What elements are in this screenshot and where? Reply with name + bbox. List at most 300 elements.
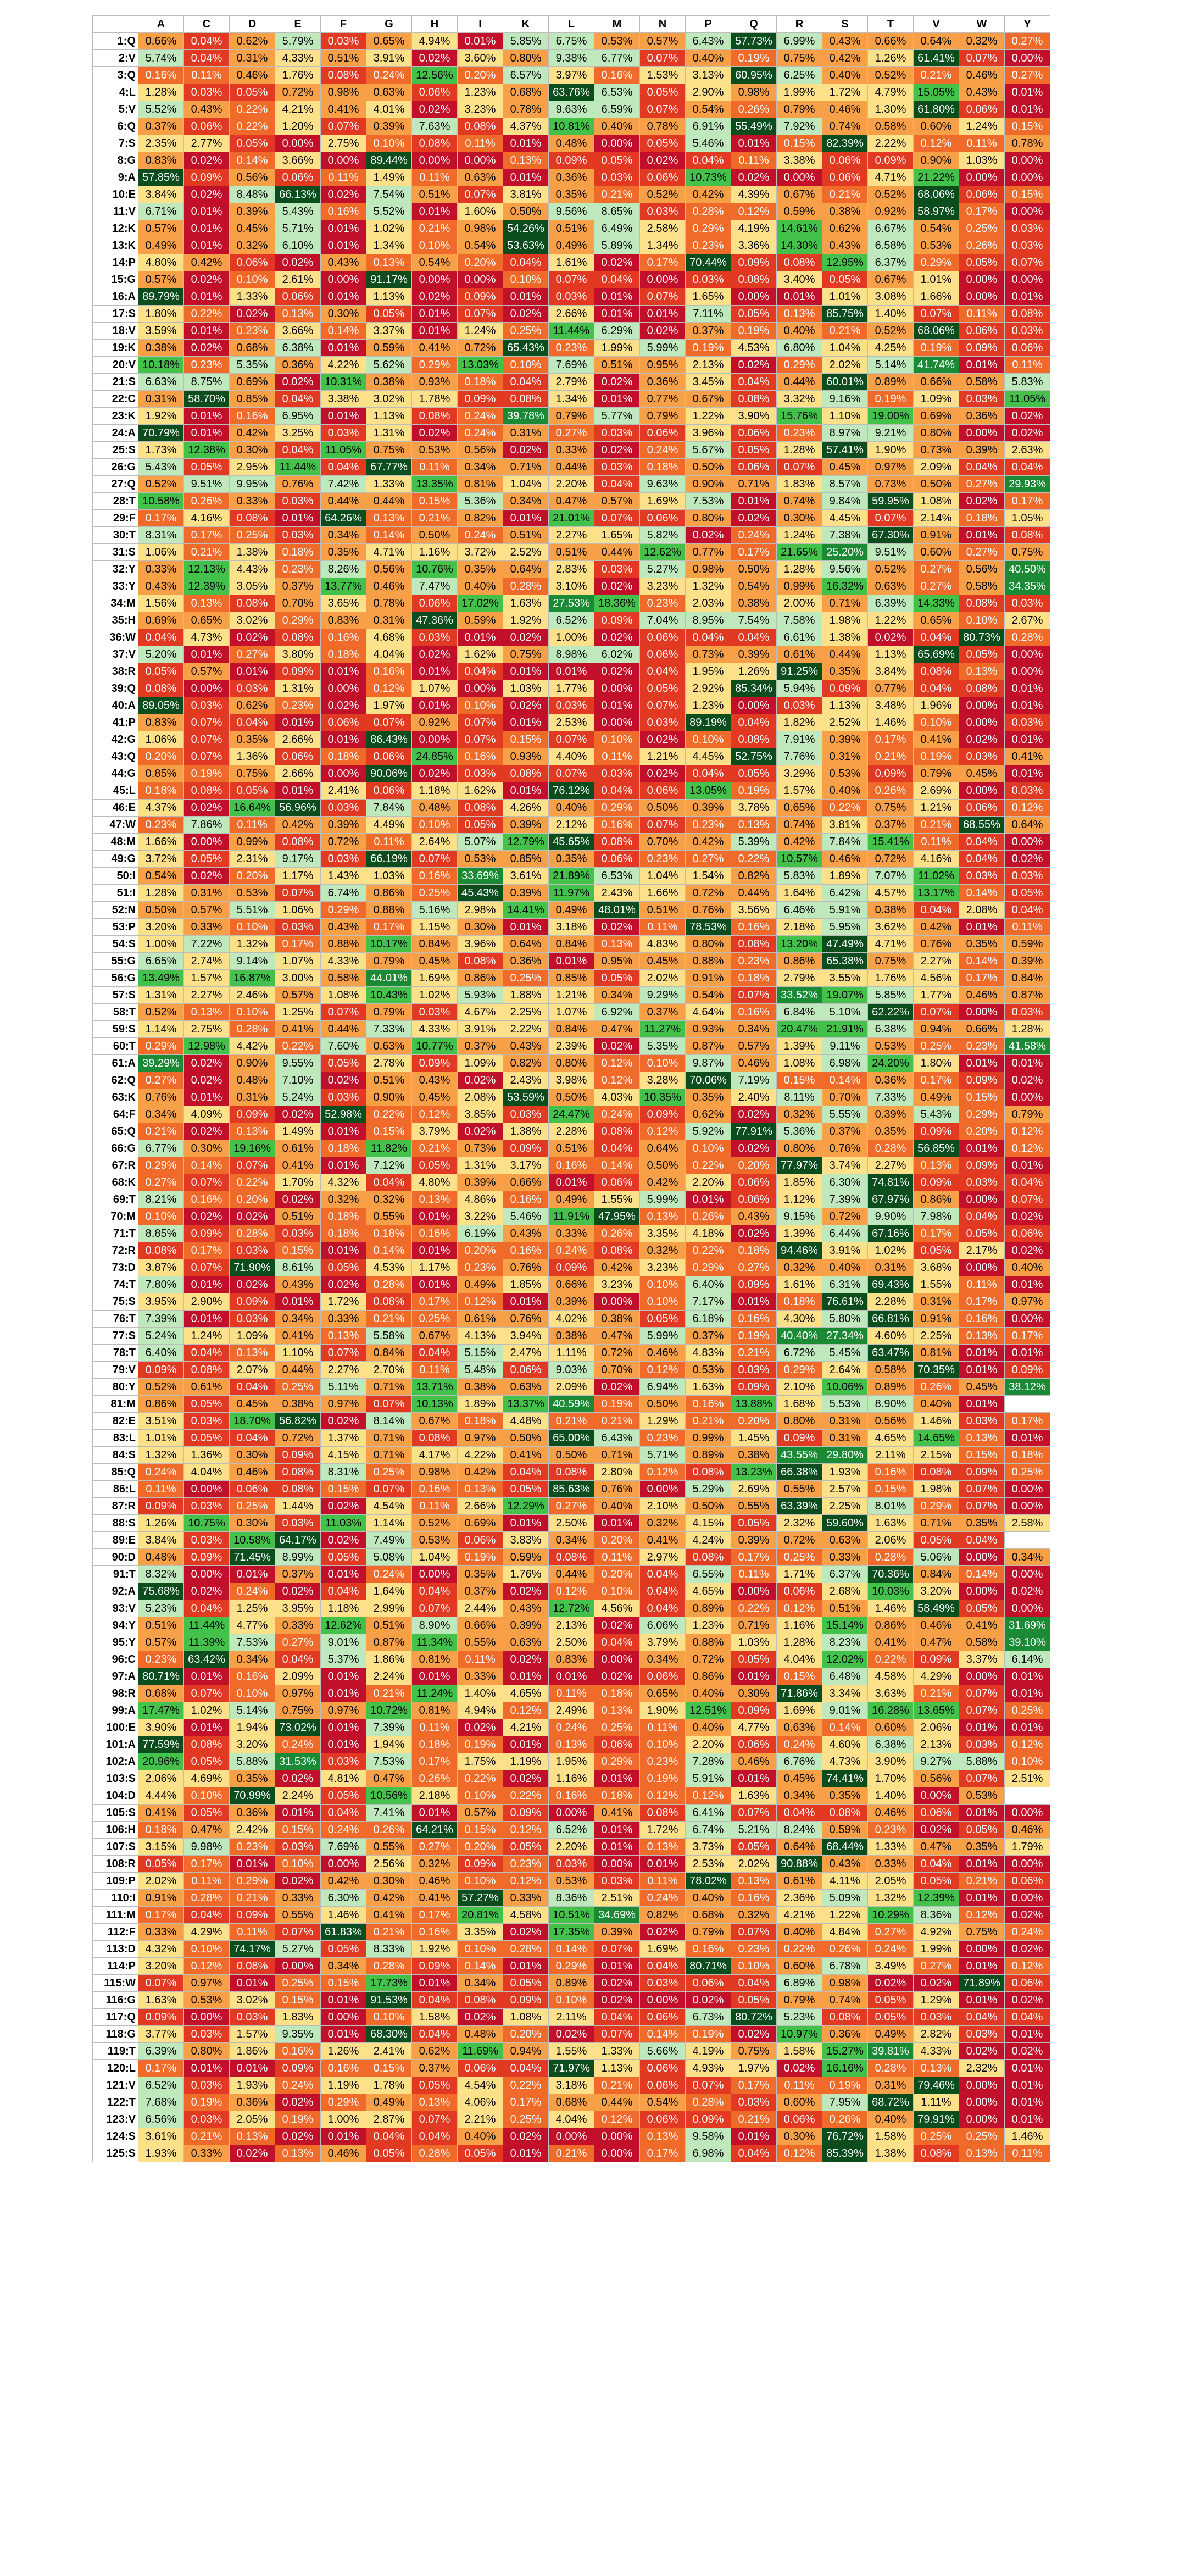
heatmap-cell: 1.02% (868, 1242, 914, 1259)
heatmap-cell: 1.89% (458, 1396, 503, 1413)
heatmap-cell: 0.00% (959, 1191, 1005, 1208)
heatmap-cell: 0.09% (731, 1702, 777, 1719)
row-label: 73:D (93, 1259, 138, 1276)
heatmap-cell: 8.36% (914, 1907, 959, 1924)
heatmap-cell: 0.47% (549, 493, 594, 510)
heatmap-cell: 0.01% (321, 1736, 366, 1753)
heatmap-cell: 3.97% (549, 67, 594, 84)
heatmap-cell: 0.51% (138, 1617, 184, 1634)
heatmap-cell: 0.02% (1005, 1583, 1050, 1600)
heatmap-cell: 0.07% (321, 1345, 366, 1362)
heatmap-cell: 3.48% (868, 697, 914, 714)
row-label: 1:Q (93, 33, 138, 50)
heatmap-cell: 0.12% (503, 1873, 549, 1890)
heatmap-cell: 0.19% (275, 2111, 321, 2128)
heatmap-cell: 2.99% (366, 1600, 412, 1617)
heatmap-row (93, 1328, 1050, 1345)
row-label: 109:P (93, 1873, 138, 1890)
heatmap-cell: 0.06% (731, 1174, 777, 1191)
heatmap-cell: 89.05% (138, 697, 184, 714)
heatmap-cell: 0.41% (1005, 748, 1050, 765)
heatmap-cell: 0.01% (1005, 2094, 1050, 2111)
heatmap-cell: 0.00% (959, 1004, 1005, 1021)
heatmap-cell: 0.03% (1005, 323, 1050, 340)
heatmap-cell: 0.01% (503, 510, 549, 527)
heatmap-cell: 0.27% (230, 646, 275, 663)
heatmap-cell: 0.55% (777, 1481, 822, 1498)
heatmap-cell: 0.62% (230, 697, 275, 714)
heatmap-cell: 74.81% (868, 1174, 914, 1191)
heatmap-cell: 0.10% (458, 1787, 503, 1805)
heatmap-cell: 0.03% (1005, 868, 1050, 885)
heatmap-cell: 0.03% (959, 1736, 1005, 1753)
heatmap-cell: 0.65% (914, 612, 959, 629)
heatmap-cell: 0.35% (959, 1515, 1005, 1532)
heatmap-cell: 4.80% (138, 254, 184, 271)
heatmap-cell: 0.67% (868, 271, 914, 288)
heatmap-cell: 17.02% (458, 595, 503, 612)
heatmap-cell: 0.18% (594, 1787, 640, 1805)
heatmap-cell: 0.13% (959, 663, 1005, 680)
heatmap-cell: 0.03% (959, 748, 1005, 765)
heatmap-cell: 1.63% (503, 595, 549, 612)
heatmap-cell: 0.39% (686, 800, 731, 817)
heatmap-cell: 5.14% (230, 1702, 275, 1719)
heatmap-cell: 2.02% (138, 1873, 184, 1890)
heatmap-cell: 0.51% (412, 186, 458, 203)
heatmap-cell: 0.17% (184, 1242, 230, 1259)
heatmap-cell: 7.68% (138, 2094, 184, 2111)
heatmap-cell: 0.45% (822, 459, 868, 476)
heatmap-cell: 1.16% (777, 1617, 822, 1634)
heatmap-cell: 4.37% (503, 118, 549, 135)
heatmap-cell: 0.23% (640, 1430, 686, 1447)
heatmap-cell: 0.07% (412, 1600, 458, 1617)
heatmap-cell: 0.00% (594, 2128, 640, 2145)
row-label: 102:A (93, 1753, 138, 1770)
heatmap-cell: 0.04% (731, 1975, 777, 1992)
row-label: 110:I (93, 1890, 138, 1907)
heatmap-cell: 78.02% (686, 1873, 731, 1890)
heatmap-cell: 11.34% (412, 1634, 458, 1651)
heatmap-cell: 13.49% (138, 970, 184, 987)
heatmap-cell: 0.20% (594, 1532, 640, 1549)
heatmap-cell: 0.02% (230, 1208, 275, 1225)
heatmap-cell: 0.02% (412, 646, 458, 663)
heatmap-cell: 0.12% (640, 1123, 686, 1140)
heatmap-cell: 0.09% (412, 1958, 458, 1975)
heatmap-cell: 2.77% (184, 135, 230, 152)
heatmap-cell: 0.01% (184, 288, 230, 306)
heatmap-cell: 0.32% (640, 1242, 686, 1259)
heatmap-cell: 18.36% (594, 595, 640, 612)
heatmap-cell: 0.04% (731, 714, 777, 731)
heatmap-cell: 0.16% (686, 1941, 731, 1958)
heatmap-row (93, 2077, 1050, 2094)
heatmap-cell: 0.57% (275, 987, 321, 1004)
heatmap-cell: 0.20% (731, 1157, 777, 1174)
heatmap-cell: 2.64% (412, 834, 458, 851)
heatmap-cell: 0.07% (640, 50, 686, 67)
heatmap-cell: 0.54% (686, 987, 731, 1004)
heatmap-cell: 0.19% (640, 1770, 686, 1787)
heatmap-cell: 0.23% (686, 237, 731, 254)
heatmap-cell: 0.41% (321, 101, 366, 118)
heatmap-cell: 4.21% (503, 1719, 549, 1736)
heatmap-cell: 0.39% (458, 1174, 503, 1191)
heatmap-cell: 0.01% (959, 1362, 1005, 1379)
heatmap-cell: 2.18% (777, 919, 822, 936)
heatmap-cell: 1.06% (275, 902, 321, 919)
heatmap-cell: 0.04% (184, 33, 230, 50)
heatmap-cell: 0.17% (138, 510, 184, 527)
heatmap-cell: 0.16% (412, 1225, 458, 1242)
heatmap-cell: 4.56% (914, 970, 959, 987)
heatmap-cell: 2.05% (230, 2111, 275, 2128)
heatmap-cell: 0.09% (184, 169, 230, 186)
heatmap-cell: 0.47% (366, 1770, 412, 1787)
heatmap-cell: 0.13% (640, 2128, 686, 2145)
heatmap-cell: 0.37% (458, 1583, 503, 1600)
heatmap-cell: 0.32% (230, 237, 275, 254)
heatmap-cell: 6.74% (321, 885, 366, 902)
heatmap-cell: 58.97% (914, 203, 959, 220)
heatmap-row (93, 288, 1050, 306)
heatmap-cell: 0.01% (321, 1566, 366, 1583)
heatmap-cell: 1.55% (594, 1191, 640, 1208)
heatmap-cell: 6.63% (138, 374, 184, 391)
heatmap-cell: 3.29% (777, 765, 822, 782)
heatmap-cell: 2.39% (549, 1038, 594, 1055)
heatmap-cell: 0.63% (503, 1379, 549, 1396)
heatmap-row (93, 1702, 1050, 1719)
row-label: 8:G (93, 152, 138, 169)
heatmap-cell: 0.86% (686, 1668, 731, 1685)
heatmap-cell: 0.06% (458, 2060, 503, 2077)
heatmap-cell: 0.18% (366, 1225, 412, 1242)
heatmap-cell: 0.86% (868, 1617, 914, 1634)
heatmap-row (93, 1447, 1050, 1464)
heatmap-cell: 0.01% (594, 1958, 640, 1975)
heatmap-cell: 6.53% (594, 868, 640, 885)
heatmap-cell: 0.03% (594, 1873, 640, 1890)
heatmap-cell: 0.16% (138, 67, 184, 84)
heatmap-cell: 0.01% (321, 731, 366, 748)
heatmap-cell: 0.92% (868, 203, 914, 220)
heatmap-cell: 0.71% (366, 1447, 412, 1464)
heatmap-cell: 0.09% (230, 1106, 275, 1123)
heatmap-cell: 0.09% (230, 1293, 275, 1311)
heatmap-cell: 0.06% (230, 254, 275, 271)
heatmap-cell: 8.36% (549, 1890, 594, 1907)
heatmap-cell: 0.04% (959, 2009, 1005, 2026)
heatmap-cell: 0.46% (959, 987, 1005, 1004)
row-label: 71:T (93, 1225, 138, 1242)
row-label: 22:C (93, 391, 138, 408)
heatmap-cell: 0.49% (138, 237, 184, 254)
heatmap-cell: 0.04% (686, 629, 731, 646)
heatmap-cell: 67.30% (868, 527, 914, 544)
heatmap-cell: 39.29% (138, 1055, 184, 1072)
heatmap-cell: 0.66% (959, 1021, 1005, 1038)
heatmap-cell: 0.00% (1005, 1856, 1050, 1873)
heatmap-cell: 0.00% (594, 680, 640, 697)
heatmap-cell: 0.00% (640, 1992, 686, 2009)
heatmap-cell: 0.07% (549, 765, 594, 782)
heatmap-cell: 0.02% (594, 1379, 640, 1396)
heatmap-cell: 6.38% (868, 1736, 914, 1753)
heatmap-cell: 1.08% (321, 987, 366, 1004)
heatmap-cell: 0.50% (686, 1498, 731, 1515)
heatmap-cell: 0.06% (640, 169, 686, 186)
heatmap-cell: 0.18% (1005, 1447, 1050, 1464)
heatmap-cell: 0.07% (412, 2111, 458, 2128)
heatmap-cell: 18.70% (230, 1413, 275, 1430)
column-label: H (412, 16, 458, 33)
heatmap-cell: 57.41% (822, 442, 868, 459)
heatmap-cell: 0.00% (1005, 271, 1050, 288)
heatmap-cell: 0.24% (549, 1719, 594, 1736)
heatmap-cell: 4.48% (503, 1413, 549, 1430)
heatmap-cell: 0.14% (321, 323, 366, 340)
heatmap-cell: 0.27% (1005, 67, 1050, 84)
heatmap-cell: 0.00% (731, 288, 777, 306)
heatmap-cell: 39.81% (868, 2043, 914, 2060)
heatmap-cell: 15.27% (822, 2043, 868, 2060)
heatmap-cell: 4.84% (822, 1924, 868, 1941)
row-label: 48:M (93, 834, 138, 851)
heatmap-cell: 0.79% (777, 1992, 822, 2009)
heatmap-cell: 0.04% (731, 374, 777, 391)
heatmap-row (93, 1515, 1050, 1532)
heatmap-cell: 0.05% (321, 1259, 366, 1276)
heatmap-cell: 4.58% (868, 1668, 914, 1685)
heatmap-cell: 0.09% (184, 1549, 230, 1566)
heatmap-cell: 1.26% (731, 663, 777, 680)
heatmap-cell: 0.01% (959, 1140, 1005, 1157)
heatmap-cell: 0.00% (321, 152, 366, 169)
heatmap-cell: 6.53% (594, 84, 640, 101)
heatmap-cell: 1.34% (640, 237, 686, 254)
heatmap-cell: 4.69% (184, 1770, 230, 1787)
heatmap-cell: 0.34% (321, 527, 366, 544)
heatmap-cell: 0.13% (640, 1208, 686, 1225)
heatmap-cell: 0.05% (731, 1651, 777, 1668)
heatmap-cell: 8.65% (594, 203, 640, 220)
heatmap-cell: 0.07% (959, 1481, 1005, 1498)
heatmap-cell: 0.03% (640, 1975, 686, 1992)
heatmap-cell: 0.00% (777, 169, 822, 186)
heatmap-cell: 17.35% (549, 1924, 594, 1941)
heatmap-cell: 0.23% (686, 817, 731, 834)
heatmap-cell: 0.03% (230, 1242, 275, 1259)
heatmap-cell: 0.05% (959, 1600, 1005, 1617)
heatmap-cell: 1.86% (366, 1651, 412, 1668)
row-label: 21:S (93, 374, 138, 391)
heatmap-cell: 4.22% (321, 357, 366, 374)
heatmap-cell: 0.24% (321, 1822, 366, 1839)
heatmap-cell: 0.09% (731, 1276, 777, 1293)
heatmap-row (93, 1362, 1050, 1379)
heatmap-cell: 67.77% (366, 459, 412, 476)
heatmap-cell: 13.71% (412, 1379, 458, 1396)
heatmap-cell: 77.91% (731, 1123, 777, 1140)
row-label: 93:V (93, 1600, 138, 1617)
heatmap-cell: 8.31% (321, 1464, 366, 1481)
heatmap-cell: 0.01% (1005, 1055, 1050, 1072)
heatmap-cell: 2.22% (503, 1021, 549, 1038)
heatmap-cell: 0.41% (868, 1634, 914, 1651)
heatmap-cell: 5.58% (366, 1328, 412, 1345)
heatmap-cell: 67.97% (868, 1191, 914, 1208)
heatmap-cell: 0.46% (822, 101, 868, 118)
heatmap-cell: 0.71% (822, 595, 868, 612)
heatmap-cell: 1.93% (138, 2145, 184, 2162)
heatmap-cell: 2.66% (549, 306, 594, 323)
heatmap-cell: 0.17% (184, 527, 230, 544)
heatmap-cell: 0.18% (731, 1242, 777, 1259)
heatmap-cell: 6.42% (822, 885, 868, 902)
heatmap-cell: 0.01% (275, 510, 321, 527)
heatmap-cell: 0.02% (321, 697, 366, 714)
heatmap-row (93, 1992, 1050, 2009)
heatmap-cell: 0.07% (138, 1975, 184, 1992)
heatmap-cell: 0.05% (503, 1481, 549, 1498)
heatmap-cell: 2.95% (230, 459, 275, 476)
row-label: 33:Y (93, 578, 138, 595)
row-label: 96:C (93, 1651, 138, 1668)
heatmap-cell: 0.05% (959, 254, 1005, 271)
heatmap-cell: 0.01% (594, 1515, 640, 1532)
row-label: 65:Q (93, 1123, 138, 1140)
heatmap-row (93, 1038, 1050, 1055)
row-label: 52:N (93, 902, 138, 919)
heatmap-cell: 0.10% (412, 817, 458, 834)
heatmap-cell: 0.78% (503, 101, 549, 118)
heatmap-cell: 0.23% (731, 1941, 777, 1958)
heatmap-cell: 0.55% (458, 1634, 503, 1651)
heatmap-cell: 0.12% (366, 680, 412, 697)
row-label: 42:G (93, 731, 138, 748)
heatmap-cell: 0.20% (594, 1566, 640, 1583)
heatmap-cell: 0.54% (686, 101, 731, 118)
row-label: 13:K (93, 237, 138, 254)
heatmap-cell: 0.06% (366, 782, 412, 800)
heatmap-cell: 0.06% (1005, 1975, 1050, 1992)
heatmap-cell: 0.18% (321, 1208, 366, 1225)
heatmap-cell: 0.29% (549, 1958, 594, 1975)
heatmap-cell: 31.69% (1005, 1617, 1050, 1634)
heatmap-cell: 0.27% (914, 561, 959, 578)
heatmap-cell: 0.00% (731, 1583, 777, 1600)
heatmap-cell: 4.81% (321, 1770, 366, 1787)
heatmap-cell: 0.04% (138, 629, 184, 646)
heatmap-cell: 3.32% (777, 391, 822, 408)
heatmap-cell: 0.52% (412, 1515, 458, 1532)
heatmap-cell: 0.01% (1005, 1719, 1050, 1736)
heatmap-cell: 0.07% (640, 101, 686, 118)
heatmap-cell: 2.74% (184, 953, 230, 970)
heatmap-cell: 0.41% (366, 1907, 412, 1924)
heatmap-cell: 12.62% (321, 1617, 366, 1634)
heatmap-cell: 0.28% (1005, 629, 1050, 646)
heatmap-cell: 11.44% (549, 323, 594, 340)
heatmap-cell: 0.05% (914, 1242, 959, 1259)
heatmap-cell: 1.13% (366, 288, 412, 306)
heatmap-row (93, 2111, 1050, 2128)
heatmap-cell: 11.44% (275, 459, 321, 476)
heatmap-cell: 0.55% (366, 1839, 412, 1856)
heatmap-cell: 0.07% (731, 1805, 777, 1822)
heatmap-cell: 0.13% (412, 2094, 458, 2111)
heatmap-cell: 5.35% (640, 1038, 686, 1055)
heatmap-cell: 0.10% (640, 1055, 686, 1072)
heatmap-cell: 0.16% (321, 2060, 366, 2077)
heatmap-cell: 0.82% (503, 1055, 549, 1072)
heatmap-cell: 0.69% (138, 612, 184, 629)
heatmap-cell: 6.14% (1005, 1651, 1050, 1668)
heatmap-cell: 0.43% (184, 101, 230, 118)
heatmap-cell: 0.72% (275, 1430, 321, 1447)
heatmap-cell: 1.83% (275, 2009, 321, 2026)
row-label: 37:V (93, 646, 138, 663)
heatmap-cell: 0.07% (321, 1004, 366, 1021)
heatmap-cell: 6.55% (686, 1566, 731, 1583)
heatmap-cell: 15.76% (777, 408, 822, 425)
heatmap-cell: 0.34% (549, 1532, 594, 1549)
heatmap-cell: 0.00% (321, 1856, 366, 1873)
heatmap-cell: 0.29% (914, 1498, 959, 1515)
heatmap-cell: 2.46% (230, 987, 275, 1004)
heatmap-cell: 0.01% (640, 306, 686, 323)
heatmap-cell: 6.59% (594, 101, 640, 118)
heatmap-cell: 0.10% (184, 1941, 230, 1958)
heatmap-row (93, 1055, 1050, 1072)
heatmap-cell: 0.25% (914, 2128, 959, 2145)
heatmap-cell: 1.63% (868, 1515, 914, 1532)
heatmap-cell: 0.20% (503, 2026, 549, 2043)
heatmap-cell: 0.49% (868, 2026, 914, 2043)
heatmap-cell: 0.00% (412, 271, 458, 288)
heatmap-cell: 3.85% (458, 1106, 503, 1123)
heatmap-cell: 0.11% (412, 1498, 458, 1515)
heatmap-cell: 0.02% (503, 442, 549, 459)
heatmap-cell: 0.27% (549, 425, 594, 442)
heatmap-cell: 0.16% (321, 203, 366, 220)
heatmap-cell: 0.32% (777, 1106, 822, 1123)
heatmap-row (93, 663, 1050, 680)
heatmap-cell: 3.02% (230, 1992, 275, 2009)
heatmap-cell: 0.01% (503, 919, 549, 936)
heatmap-cell: 16.64% (230, 800, 275, 817)
heatmap-cell: 4.04% (366, 646, 412, 663)
heatmap-cell: 0.07% (184, 731, 230, 748)
heatmap-cell: 0.09% (959, 1072, 1005, 1089)
heatmap-cell: 0.06% (777, 1583, 822, 1600)
heatmap-cell: 0.50% (503, 203, 549, 220)
heatmap-cell: 0.44% (549, 459, 594, 476)
heatmap-cell: 3.79% (412, 1123, 458, 1140)
heatmap-cell: 0.46% (321, 2145, 366, 2162)
heatmap-cell: 4.49% (366, 817, 412, 834)
heatmap-cell: 0.10% (230, 271, 275, 288)
heatmap-cell: 0.42% (184, 254, 230, 271)
heatmap-cell: 0.27% (138, 1072, 184, 1089)
heatmap-cell: 0.00% (184, 2009, 230, 2026)
heatmap-cell: 0.41% (640, 1532, 686, 1549)
heatmap-cell: 0.07% (686, 2077, 731, 2094)
heatmap-cell: 0.21% (184, 2128, 230, 2145)
